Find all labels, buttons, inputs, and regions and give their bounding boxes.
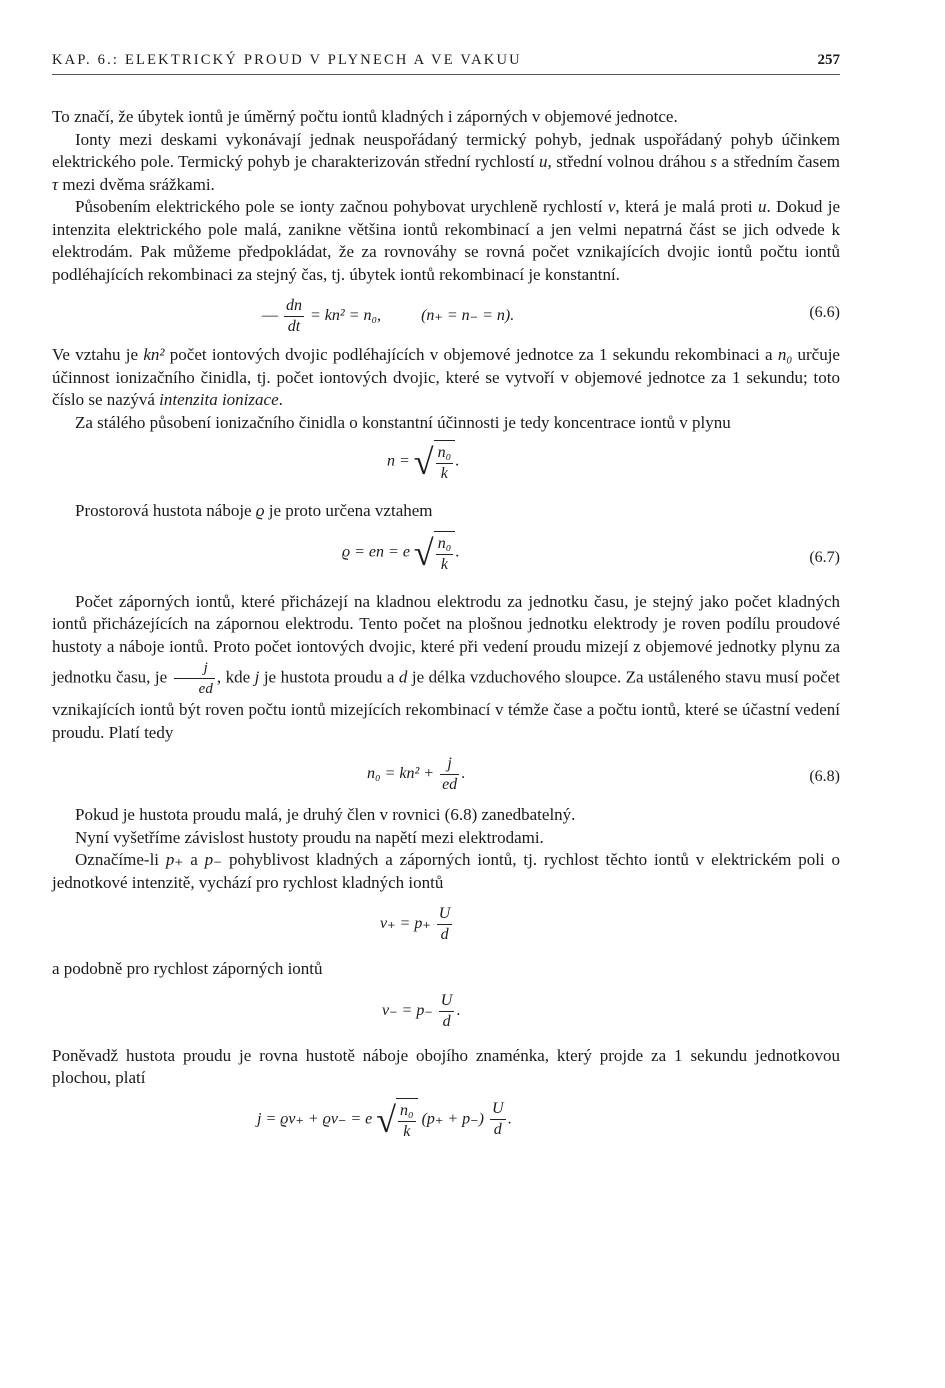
radical-sign-icon: √ bbox=[376, 1099, 397, 1140]
paragraph: To značí, že úbytek iontů je úměrný počtu iontů kladných i záporných v objemové jednotce. bbox=[52, 107, 678, 126]
equation-number: (6.6) bbox=[809, 304, 840, 321]
page-number: 257 bbox=[817, 52, 840, 68]
equation-v-plus: v₊ = p₊ $\frac{U}{d}$ bbox=[380, 905, 451, 943]
equation-j: j = ϱv₊ + ϱv₋ = e √ $\frac{\text{n₀}}{k}$ (p₊ + p₋) $\frac{U}{d}$ . bbox=[257, 1099, 512, 1140]
paragraph: Za stálého působení ionizačního činidla o konstantní účinnosti je tedy koncentrace iontů v plynu bbox=[75, 412, 731, 432]
paragraph: Poněvadž hustota proudu je rovna hustotě náboje obojího znaménka, který projde za 1 sekundu jednotkovou plochou, platí bbox=[52, 1045, 840, 1087]
paragraph: Prostorová hustota náboje ϱ je proto určena vztahem bbox=[75, 501, 433, 520]
paragraph: Nyní vyšetříme závislost hustoty proudu na napětí mezi elektrodami. bbox=[75, 827, 544, 847]
running-head: KAP. 6.: ELEKTRICKÝ PROUD V PLYNECH A VE VAKUU bbox=[52, 52, 522, 68]
equation-v-minus: v₋ = p₋ $\frac{U}{d}$ . bbox=[382, 991, 461, 1030]
equation-n: n = √ $\frac{\text{n₀}}{k}$ . bbox=[387, 442, 460, 482]
paragraph: a podobně pro rychlost záporných iontů bbox=[52, 959, 323, 978]
paragraph: Počet záporných iontů, které přicházejí na kladnou elektrodu za jednotku času, je stejný jako počet kladných iontů přicházejících na zápornou elektrodu. Tento počet na plošnou jednotku elektrody je roven podílu proudové hustoty a náboje iontů. Proto počet iontových dvojic, které při vedení proudu mizejí z objemové jednotky plynu za jednotku času, je $\frac{j}{ed}$ , kde j je hustota proudu a d je délka vzduchového sloupce. Za ustáleného stavu musí počet vznikajících iontů být roven počtu iontů mizejících rekombinací v témže čase a počtu iontů, které se účastní vedení proudu. Platí tedy bbox=[52, 591, 840, 742]
equation-number: (6.8) bbox=[809, 768, 840, 785]
equation-6-8: n₀ = kn² + $\frac{j}{ed}$ . (6.8) bbox=[367, 755, 840, 793]
equation-number: (6.7) bbox=[809, 548, 840, 566]
paragraph: Označíme-li p₊ a p₋ pohyblivost kladných a záporných iontů, tj. rychlost těchto iontů v elektrickém poli o jednotkové intenzitě, vychází pro rychlost kladných iontů bbox=[52, 850, 840, 892]
paragraph: Působením elektrického pole se ionty začnou pohybovat urychleně rychlostí v, která je malá proti u. Dokud je intenzita elektrického pole malá, zanikne většina iontů rekombinací a jen velmi nepatrná část se jich odvede k elektrodám. Pak můžeme předpokládat, že za rovnováhy se rovná počet vznikajících dvojic iontů počtu iontů podléhajících rekombinaci za stejný čas, tj. úbytek iontů rekombinací je konstantní. bbox=[52, 197, 841, 284]
radical-sign-icon: √ bbox=[413, 532, 434, 573]
page-header bbox=[52, 52, 840, 75]
radical-sign-icon: √ bbox=[413, 442, 434, 482]
equation-6-7: ϱ = en = e √ $\frac{\text{n₀}}{k}$ . (6.7) bbox=[342, 532, 840, 573]
body-text bbox=[52, 106, 840, 1160]
paragraph: Ionty mezi deskami vykonávají jednak neuspořádaný termický pohyb, jednak uspořádaný pohyb účinkem elektrického pole. Termický pohyb je charakterizován střední rychlostí u, střední volnou dráhou s a středním časem τ mezi dvěma srážkami. bbox=[52, 129, 840, 194]
paragraph: Pokud je hustota proudu malá, je druhý člen v rovnici (6.8) zanedbatelný. bbox=[75, 805, 576, 824]
equation-6-6: — $\frac{dn}{dt}$ = kn² = n₀, (n₊ = n₋ = n). (6.6) bbox=[262, 297, 840, 335]
paragraph: Ve vztahu je kn² počet iontových dvojic podléhajících v objemové jednotce za 1 sekundu rekombinaci a n₀ určuje účinnost ionizačního činidla, tj. počet iontových dvojic, které se vytvoří v objemové jednotce za 1 sekundu; toto číslo se nazývá intenzita ionizace. bbox=[52, 345, 840, 409]
